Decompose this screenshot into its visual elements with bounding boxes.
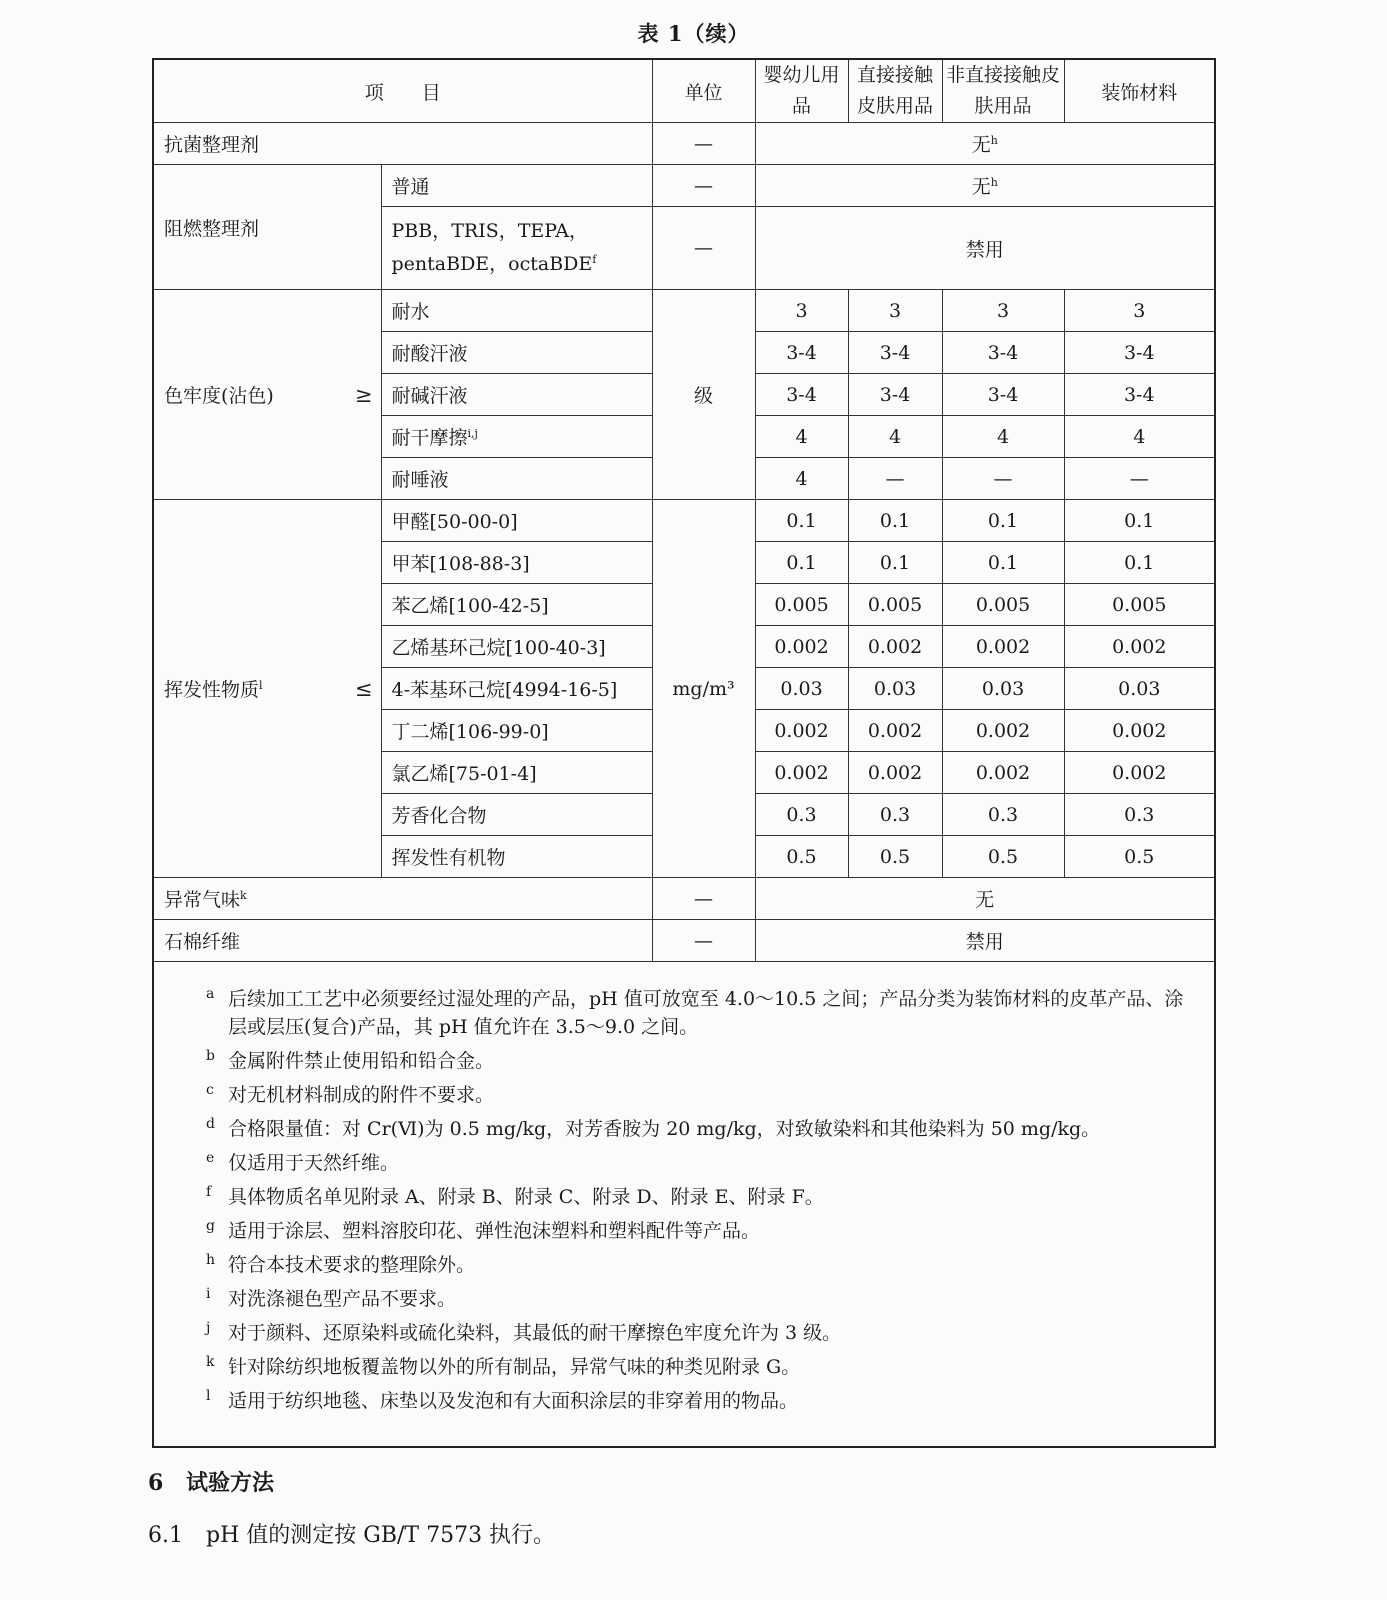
table-caption: 表 1（续） [637, 21, 750, 46]
footnote-tag: f [206, 1184, 212, 1200]
value-cell: 0.002 [848, 710, 942, 752]
section-heading: 6 试验方法 [148, 1470, 275, 1496]
footnote-text: 适用于纺织地毯、床垫以及发泡和有大面积涂层的非穿着用的物品。 [228, 1390, 799, 1412]
row-label: 异常气味$^k$ [154, 878, 652, 920]
row-label: 石棉纤维 [154, 920, 652, 962]
sub-item: 苯乙烯[100-42-5] [381, 584, 652, 626]
footnote-tag: d [206, 1116, 215, 1132]
footnote-item [154, 1319, 1214, 1347]
value-cell: 0.03 [1064, 668, 1214, 710]
value-cell: 0.5 [942, 836, 1064, 878]
value-cell: 0.002 [848, 626, 942, 668]
value-cell: 0.1 [755, 500, 848, 542]
unit-cell: — [652, 878, 755, 920]
sub-item: PBB，TRIS，TEPA，pentaBDE，octaBDE$^f$ [381, 207, 652, 290]
value-cell: 0.1 [942, 542, 1064, 584]
footnote-tag: h [206, 1252, 216, 1268]
row-asbestos [154, 920, 1214, 962]
value-cell: 无$^h$ [755, 165, 1214, 207]
value-cell: 禁用 [755, 920, 1214, 962]
value-cell: 0.002 [1064, 752, 1214, 794]
value-cell: 0.3 [848, 794, 942, 836]
section-clause: 6.1 pH 值的测定按 GB/T 7573 执行。 [148, 1523, 556, 1548]
value-cell: — [942, 458, 1064, 500]
value-cell: 3-4 [848, 374, 942, 416]
sub-item: 氯乙烯[75-01-4] [381, 752, 652, 794]
header-unit: 单位 [652, 60, 755, 123]
value-cell: 0.1 [848, 542, 942, 584]
value-cell: 0.002 [755, 710, 848, 752]
value-cell: — [848, 458, 942, 500]
footnotes [154, 985, 1214, 1421]
footnote-text: 符合本技术要求的整理除外。 [228, 1254, 476, 1276]
value-cell: 3-4 [942, 374, 1064, 416]
unit-cell: — [652, 920, 755, 962]
footnote-tag: c [206, 1082, 214, 1098]
value-cell: 0.002 [942, 752, 1064, 794]
unit-cell: — [652, 207, 755, 290]
footnote-text: 后续加工工艺中必须要经过湿处理的产品，pH 值可放宽至 4.0～10.5 之间；产品分类为装饰材料的皮革产品、涂层或层压(复合)产品，其 pH 值允许在 3.5～9.0 之间。 [228, 988, 1184, 1038]
value-cell: 4 [755, 416, 848, 458]
value-cell: 0.1 [755, 542, 848, 584]
value-cell: 3-4 [755, 374, 848, 416]
unit-cell: 级 [652, 290, 755, 500]
sub-item: 耐碱汗液 [381, 374, 652, 416]
footnote-tag: k [206, 1354, 215, 1370]
footnote-tag: g [206, 1218, 215, 1234]
value-cell: 3 [755, 290, 848, 332]
footnote-tag: l [206, 1388, 211, 1404]
footnote-text: 仅适用于天然纤维。 [228, 1152, 400, 1174]
header-item: 项 目 [154, 60, 652, 123]
value-cell: 0.005 [755, 584, 848, 626]
value-cell: 无 [755, 878, 1214, 920]
value-cell: 4 [942, 416, 1064, 458]
value-cell: 0.005 [1064, 584, 1214, 626]
sub-item: 耐酸汗液 [381, 332, 652, 374]
value-cell: 0.002 [942, 710, 1064, 752]
value-cell: 0.3 [942, 794, 1064, 836]
value-cell: 0.005 [942, 584, 1064, 626]
category-flame: 阻燃整理剂 [154, 165, 381, 290]
unit-cell: mg/m³ [652, 500, 755, 878]
value-cell: 0.03 [755, 668, 848, 710]
lte-symbol: ≤ [354, 676, 373, 701]
footnote-tag: a [206, 986, 215, 1002]
sub-item: 挥发性有机物 [381, 836, 652, 878]
value-cell: 0.002 [755, 626, 848, 668]
header-infant: 婴幼儿用品 [755, 60, 848, 123]
value-cell: 3-4 [1064, 332, 1214, 374]
footnote-text: 合格限量值：对 Cr(Ⅵ)为 0.5 mg/kg，对芳香胺为 20 mg/kg，对致敏染料和其他染料为 50 mg/kg。 [228, 1118, 1101, 1140]
footnote-item [154, 1149, 1214, 1177]
footnote-text: 针对除纺织地板覆盖物以外的所有制品，异常气味的种类见附录 G。 [228, 1356, 801, 1378]
value-cell: 3-4 [755, 332, 848, 374]
value-cell: 3 [942, 290, 1064, 332]
value-cell: 0.1 [1064, 542, 1214, 584]
sub-item: 芳香化合物 [381, 794, 652, 836]
value-cell: 3-4 [848, 332, 942, 374]
value-cell: 0.03 [848, 668, 942, 710]
value-cell: 3 [1064, 290, 1214, 332]
footnote-item [154, 1387, 1214, 1415]
footnote-text: 对洗涤褪色型产品不要求。 [228, 1288, 457, 1310]
value-cell: 0.5 [848, 836, 942, 878]
footnote-item [154, 1183, 1214, 1211]
value-cell: 4 [755, 458, 848, 500]
value-cell: 3-4 [942, 332, 1064, 374]
row-volatile [154, 500, 1214, 542]
sub-item: 耐干摩擦$^{i,j}$ [381, 416, 652, 458]
value-cell: 0.1 [1064, 500, 1214, 542]
value-cell: 0.5 [755, 836, 848, 878]
header-non-direct-contact: 非直接接触皮肤用品 [942, 60, 1064, 123]
row-odor [154, 878, 1214, 920]
footnote-item [154, 1047, 1214, 1075]
value-cell: 0.3 [755, 794, 848, 836]
value-cell: 0.5 [1064, 836, 1214, 878]
footnote-item [154, 985, 1214, 1041]
gte-symbol: ≥ [354, 382, 373, 407]
row-antibacterial [154, 123, 1214, 165]
footnote-tag: j [206, 1320, 211, 1336]
value-cell: 0.3 [1064, 794, 1214, 836]
sub-item: 耐水 [381, 290, 652, 332]
value-cell: 3-4 [1064, 374, 1214, 416]
value-cell: 无$^h$ [755, 123, 1214, 165]
footnote-tag: e [206, 1150, 215, 1166]
footnote-item [154, 1353, 1214, 1381]
value-cell: 禁用 [755, 207, 1214, 290]
value-cell: 3 [848, 290, 942, 332]
value-cell: 0.03 [942, 668, 1064, 710]
footnote-item [154, 1115, 1214, 1143]
value-cell: 0.002 [942, 626, 1064, 668]
footnote-item [154, 1217, 1214, 1245]
row-label: 抗菌整理剂 [154, 123, 652, 165]
sub-item: 普通 [381, 165, 652, 207]
category-volatile: 挥发性物质$^l$ ≤ [154, 500, 381, 878]
value-cell: 0.002 [1064, 626, 1214, 668]
value-cell: 0.1 [848, 500, 942, 542]
value-cell: 0.002 [848, 752, 942, 794]
value-cell: 0.005 [848, 584, 942, 626]
footnote-text: 对于颜料、还原染料或硫化染料，其最低的耐干摩擦色牢度允许为 3 级。 [228, 1322, 842, 1344]
footnote-text: 金属附件禁止使用铅和铅合金。 [228, 1050, 495, 1072]
header-row [154, 60, 1214, 123]
row-flame-common [154, 165, 1214, 207]
footnote-tag: b [206, 1048, 215, 1064]
footnote-item [154, 1081, 1214, 1109]
category-fastness: 色牢度(沾色) ≥ [154, 290, 381, 500]
sub-item: 乙烯基环己烷[100-40-3] [381, 626, 652, 668]
sub-item: 4-苯基环己烷[4994-16-5] [381, 668, 652, 710]
footnote-item [154, 1285, 1214, 1313]
header-decoration: 装饰材料 [1064, 60, 1214, 123]
value-cell: 4 [1064, 416, 1214, 458]
sub-item: 耐唾液 [381, 458, 652, 500]
requirements-table [154, 60, 1214, 962]
footnote-text: 对无机材料制成的附件不要求。 [228, 1084, 495, 1106]
footnote-item [154, 1251, 1214, 1279]
footnote-text: 具体物质名单见附录 A、附录 B、附录 C、附录 D、附录 E、附录 F。 [228, 1186, 824, 1208]
row-fastness [154, 290, 1214, 332]
footnote-tag: i [206, 1286, 211, 1302]
sub-item: 丁二烯[106-99-0] [381, 710, 652, 752]
sub-item: 甲苯[108-88-3] [381, 542, 652, 584]
value-cell: 0.1 [942, 500, 1064, 542]
unit-cell: — [652, 123, 755, 165]
value-cell: 0.002 [755, 752, 848, 794]
value-cell: 4 [848, 416, 942, 458]
footnote-text: 适用于涂层、塑料溶胶印花、弹性泡沫塑料和塑料配件等产品。 [228, 1220, 761, 1242]
sub-item: 甲醛[50-00-0] [381, 500, 652, 542]
header-direct-contact: 直接接触皮肤用品 [848, 60, 942, 123]
value-cell: — [1064, 458, 1214, 500]
value-cell: 0.002 [1064, 710, 1214, 752]
unit-cell: — [652, 165, 755, 207]
